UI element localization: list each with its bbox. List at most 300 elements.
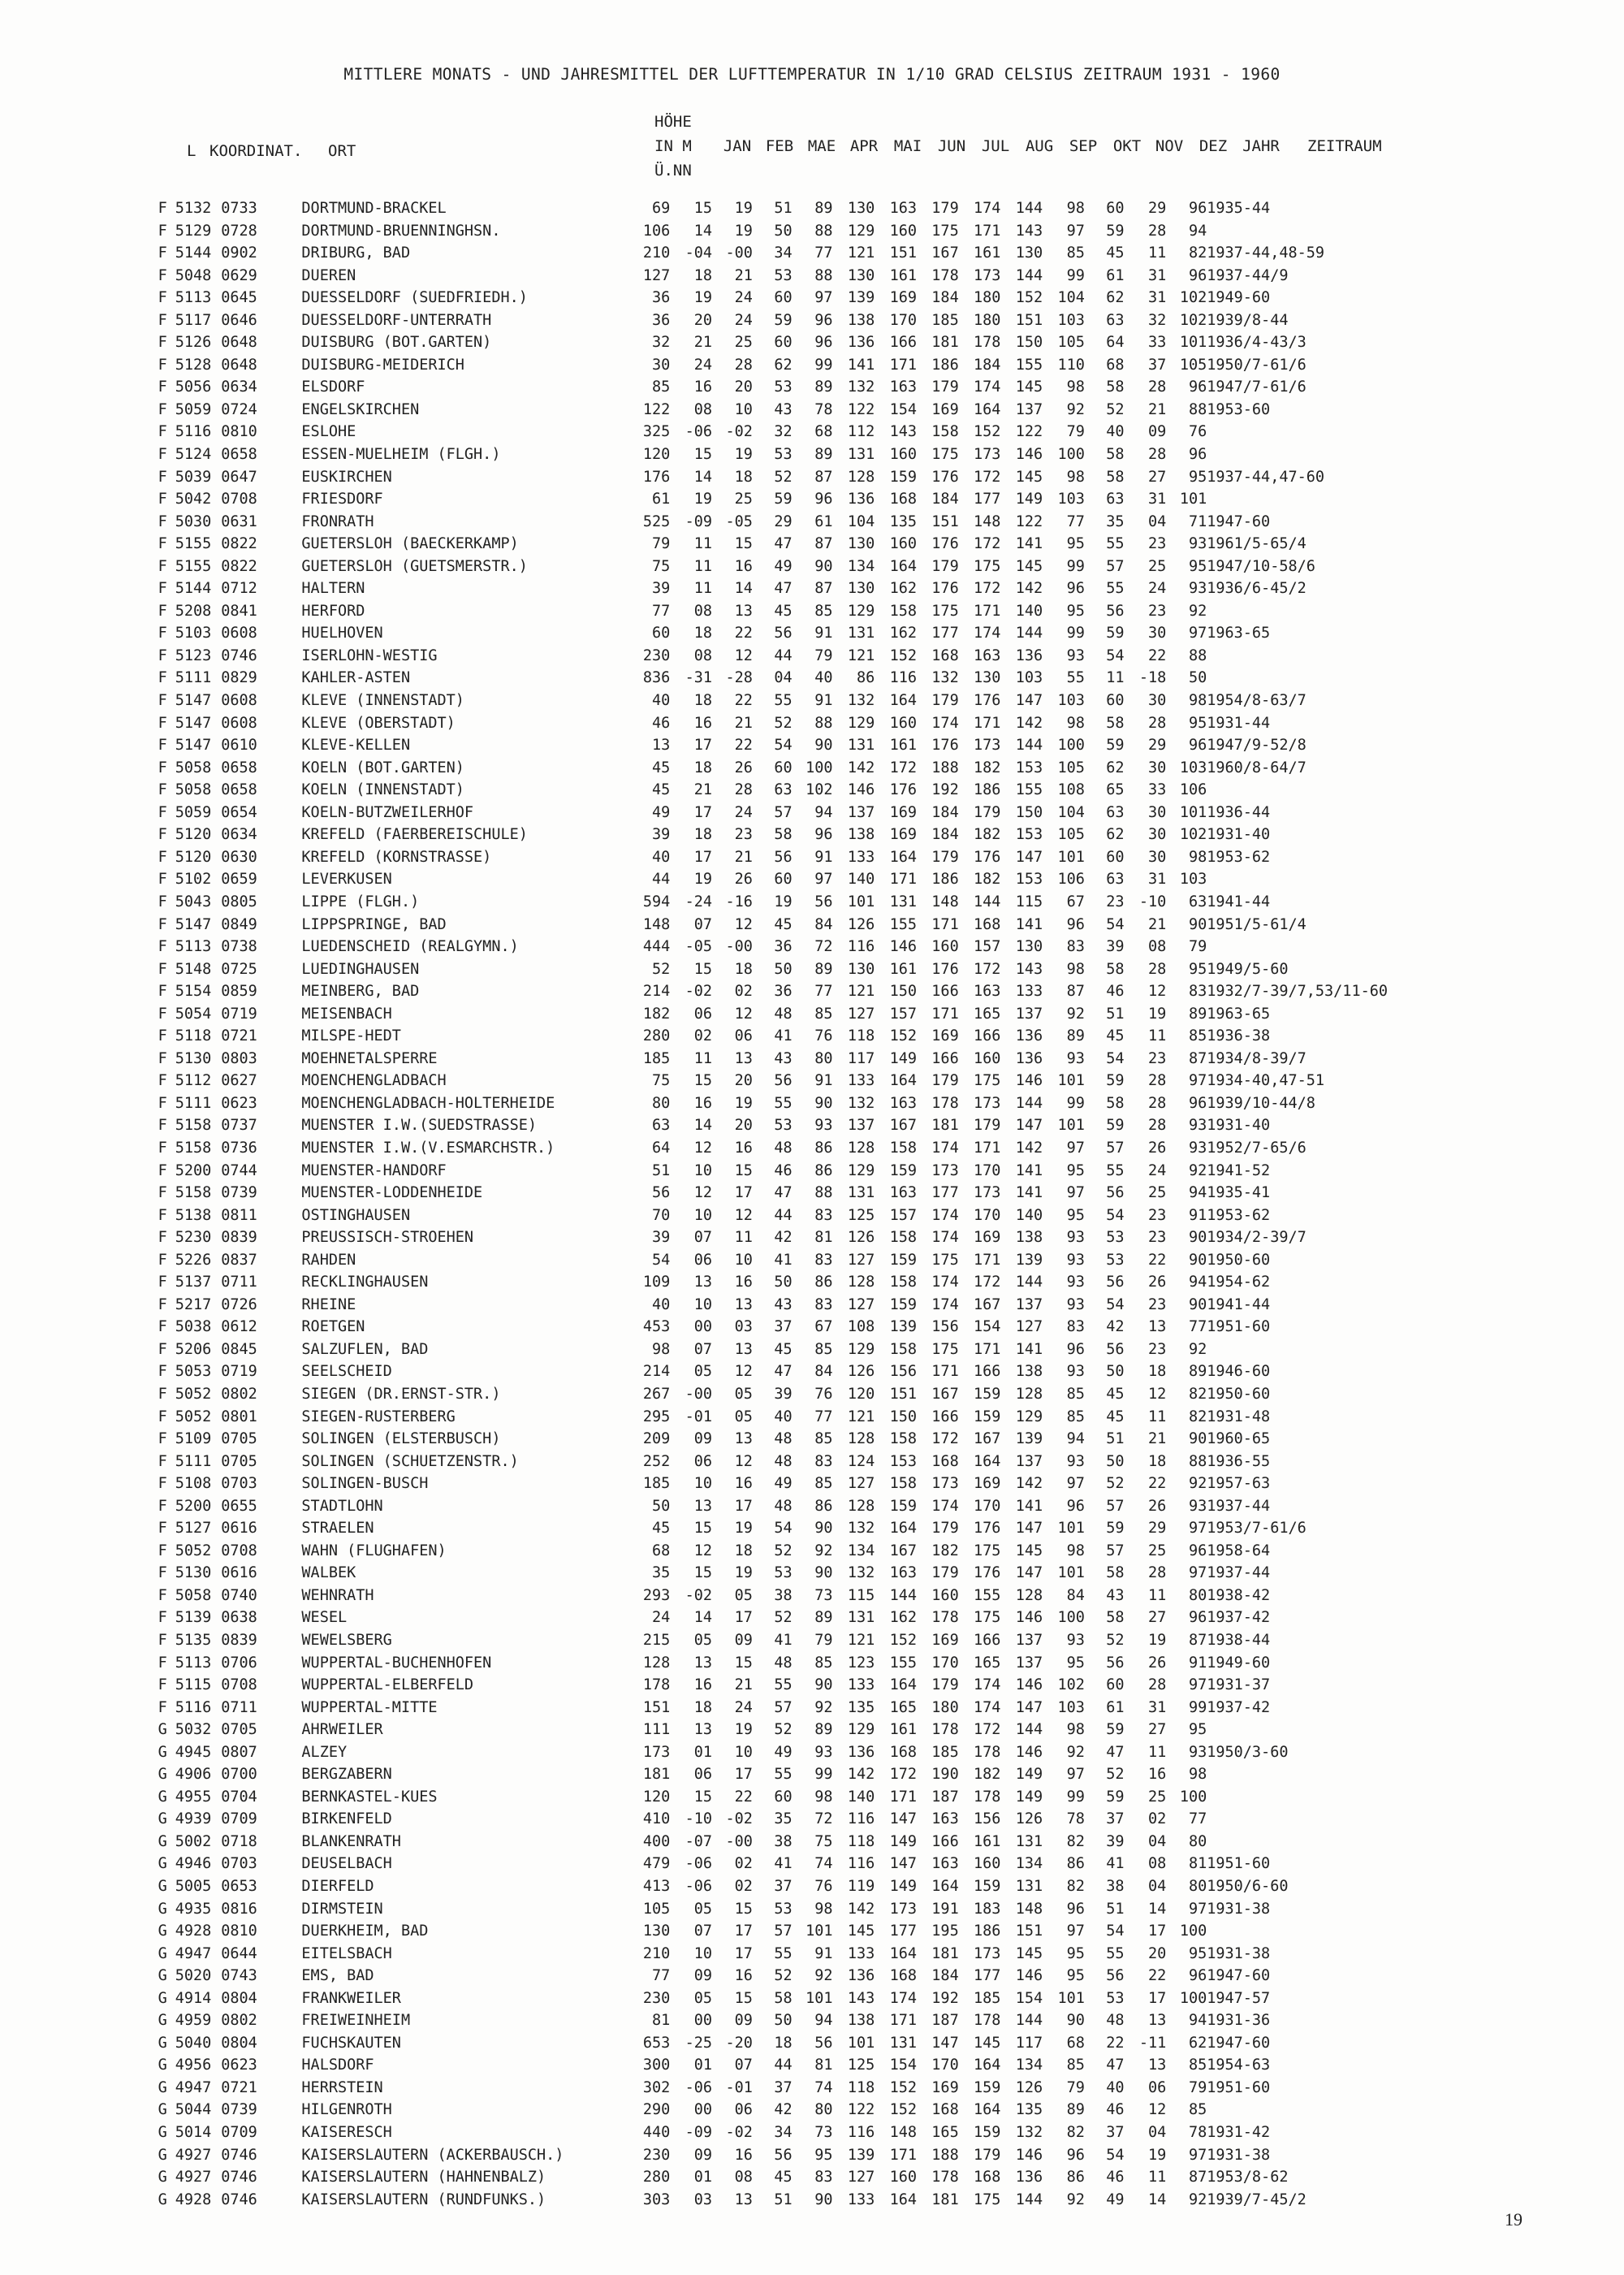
cell-jul: 184 <box>931 1967 959 1985</box>
cell-mai: 128 <box>847 468 875 486</box>
cell-koord-n: 5130 <box>175 1564 212 1582</box>
cell-l: F <box>158 692 167 710</box>
cell-koord-e: 0728 <box>221 222 257 240</box>
cell-ort: RAHDEN <box>301 1251 356 1269</box>
table-row <box>0 1428 1624 1451</box>
cell-jahr: 95 <box>1188 468 1207 486</box>
cell-zeitraum: 1934-40,47-51 <box>1207 1072 1325 1090</box>
table-row <box>0 1943 1624 1966</box>
cell-jahr: 85 <box>1188 2101 1207 2119</box>
cell-mae: 41 <box>774 1855 793 1873</box>
cell-feb: 16 <box>734 1139 753 1157</box>
cell-koord-e: 0653 <box>221 1878 257 1896</box>
cell-sep: 136 <box>1015 1049 1043 1067</box>
cell-sep: 103 <box>1015 669 1043 687</box>
cell-zeitraum <box>1207 2099 1624 2121</box>
cell-jan: 19 <box>693 491 712 508</box>
cell-mai: 118 <box>847 2078 875 2096</box>
cell-koord-e: 0623 <box>221 2057 257 2074</box>
cell-feb: 17 <box>734 1923 753 1940</box>
cell-dez: 19 <box>1148 1632 1167 1649</box>
cell-jun: 159 <box>889 1497 917 1515</box>
cell-zeitraum: 1946-60 <box>1207 1363 1271 1381</box>
cell-jun: 166 <box>889 334 917 352</box>
cell-okt: 95 <box>1066 535 1085 553</box>
cell-ort: HERRSTEIN <box>301 2078 383 2096</box>
cell-nov: 56 <box>1106 1274 1125 1291</box>
cell-koord-e: 0658 <box>221 781 257 799</box>
cell-jun: 172 <box>889 1766 917 1784</box>
cell-koord-e: 0746 <box>221 647 257 664</box>
cell-zeitraum: 1951-60 <box>1207 1318 1271 1336</box>
cell-feb: -20 <box>725 2034 753 2052</box>
cell-hoehe: 40 <box>651 692 671 710</box>
cell-koord-n: 5137 <box>175 1274 212 1291</box>
cell-feb: -02 <box>725 2124 753 2142</box>
cell-jahr: 105 <box>1179 356 1207 374</box>
cell-aug: 179 <box>974 803 1001 821</box>
cell-dez: 11 <box>1148 1743 1167 1761</box>
table-row <box>0 1763 1624 1786</box>
cell-jan: 01 <box>693 2169 712 2186</box>
cell-nov: 63 <box>1106 803 1125 821</box>
cell-mai: 86 <box>857 669 875 687</box>
cell-jun: 148 <box>889 2124 917 2142</box>
cell-aug: 175 <box>974 1609 1001 1627</box>
cell-sep: 147 <box>1015 1564 1043 1582</box>
cell-jul: 184 <box>931 803 959 821</box>
cell-jul: 174 <box>931 1274 959 1291</box>
cell-koord-e: 0822 <box>221 557 257 575</box>
cell-jun: 159 <box>889 1161 917 1179</box>
cell-jan: 11 <box>693 557 712 575</box>
cell-dez: 28 <box>1148 1072 1167 1090</box>
cell-koord-n: 4914 <box>175 1989 212 2007</box>
cell-dez: 22 <box>1148 1475 1167 1493</box>
cell-l: F <box>158 759 167 776</box>
cell-dez: 04 <box>1148 2124 1167 2142</box>
cell-mae: 36 <box>774 938 793 956</box>
cell-sep: 133 <box>1015 983 1043 1001</box>
cell-sep: 128 <box>1015 1586 1043 1604</box>
cell-ort: KAISERESCH <box>301 2124 392 2142</box>
cell-koord-n: 5116 <box>175 423 212 441</box>
cell-ort: RECKLINGHAUSEN <box>301 1274 429 1291</box>
cell-okt: 95 <box>1066 1161 1085 1179</box>
cell-mai: 101 <box>847 893 875 910</box>
cell-dez: 21 <box>1148 400 1167 418</box>
cell-ort: MOENCHENGLADBACH <box>301 1072 447 1090</box>
cell-jahr: 92 <box>1188 1340 1207 1358</box>
cell-okt: 93 <box>1066 1049 1085 1067</box>
cell-sep: 153 <box>1015 826 1043 844</box>
cell-jahr: 91 <box>1188 1206 1207 1224</box>
cell-feb: 24 <box>734 289 753 307</box>
cell-sep: 141 <box>1015 915 1043 933</box>
cell-apr: 92 <box>814 1967 833 1985</box>
cell-l: F <box>158 647 167 664</box>
cell-mai: 136 <box>847 1967 875 1985</box>
cell-sep: 150 <box>1015 803 1043 821</box>
cell-koord-n: 5217 <box>175 1295 212 1313</box>
cell-mae: 04 <box>774 669 793 687</box>
cell-aug: 159 <box>974 1878 1001 1896</box>
cell-aug: 173 <box>974 1944 1001 1962</box>
cell-zeitraum: 1950/6-60 <box>1207 1878 1289 1896</box>
cell-jun: 155 <box>889 1654 917 1672</box>
cell-ort: ESSEN-MUELHEIM (FLGH.) <box>301 446 501 464</box>
cell-mae: 51 <box>774 2191 793 2208</box>
cell-dez: 09 <box>1148 423 1167 441</box>
cell-zeitraum: 1947-60 <box>1207 2034 1271 2052</box>
cell-okt: 99 <box>1066 1094 1085 1112</box>
cell-jahr: 95 <box>1188 1944 1207 1962</box>
cell-apr: 83 <box>814 2169 833 2186</box>
cell-zeitraum <box>1207 667 1624 690</box>
cell-nov: 11 <box>1106 669 1125 687</box>
cell-mae: 60 <box>774 1788 793 1806</box>
cell-koord-e: 0739 <box>221 1184 257 1202</box>
cell-hoehe: 13 <box>651 737 671 755</box>
cell-jan: 17 <box>693 737 712 755</box>
cell-zeitraum: 1957-63 <box>1207 1475 1271 1493</box>
cell-okt: 82 <box>1066 2124 1085 2142</box>
cell-ort: DUEREN <box>301 266 356 284</box>
cell-mai: 122 <box>847 2101 875 2119</box>
cell-dez: 11 <box>1148 2169 1167 2186</box>
cell-nov: 62 <box>1106 826 1125 844</box>
cell-apr: 90 <box>814 1564 833 1582</box>
cell-aug: 163 <box>974 983 1001 1001</box>
cell-feb: 13 <box>734 2191 753 2208</box>
cell-okt: 98 <box>1066 200 1085 217</box>
table-row <box>0 1697 1624 1719</box>
cell-okt: 83 <box>1066 938 1085 956</box>
cell-jul: 175 <box>931 222 959 240</box>
cell-l: G <box>158 2078 167 2096</box>
cell-mai: 121 <box>847 647 875 664</box>
cell-okt: 101 <box>1057 1520 1085 1538</box>
cell-jun: 152 <box>889 2078 917 2096</box>
cell-jahr: 92 <box>1188 2191 1207 2208</box>
header-month-dez: DEZ <box>1199 137 1228 155</box>
cell-jun: 164 <box>889 2191 917 2208</box>
cell-dez: 30 <box>1148 759 1167 776</box>
cell-nov: 58 <box>1106 446 1125 464</box>
cell-okt: 95 <box>1066 1654 1085 1672</box>
cell-aug: 172 <box>974 535 1001 553</box>
cell-koord-e: 0709 <box>221 1810 257 1828</box>
cell-koord-n: 5116 <box>175 1698 212 1716</box>
cell-feb: 12 <box>734 915 753 933</box>
cell-hoehe: 60 <box>651 625 671 642</box>
cell-sep: 131 <box>1015 1878 1043 1896</box>
cell-koord-n: 5206 <box>175 1340 212 1358</box>
cell-mai: 128 <box>847 1497 875 1515</box>
cell-okt: 103 <box>1057 692 1085 710</box>
cell-okt: 82 <box>1066 1878 1085 1896</box>
cell-feb: 15 <box>734 1161 753 1179</box>
cell-okt: 98 <box>1066 378 1085 396</box>
cell-nov: 56 <box>1106 1184 1125 1202</box>
cell-zeitraum <box>1207 1763 1624 1786</box>
cell-feb: -02 <box>725 1810 753 1828</box>
cell-hoehe: 453 <box>642 1318 671 1336</box>
cell-aug: 172 <box>974 468 1001 486</box>
cell-l: F <box>158 737 167 755</box>
cell-sep: 149 <box>1015 1788 1043 1806</box>
cell-jahr: 89 <box>1188 1005 1207 1023</box>
cell-okt: 93 <box>1066 1295 1085 1313</box>
cell-apr: 83 <box>814 1452 833 1470</box>
cell-hoehe: 61 <box>651 491 671 508</box>
cell-sep: 138 <box>1015 1229 1043 1247</box>
cell-jul: 190 <box>931 1766 959 1784</box>
cell-apr: 89 <box>814 446 833 464</box>
cell-jahr: 89 <box>1188 1363 1207 1381</box>
cell-sep: 155 <box>1015 781 1043 799</box>
cell-jun: 162 <box>889 625 917 642</box>
cell-nov: 51 <box>1106 1900 1125 1918</box>
cell-nov: 39 <box>1106 938 1125 956</box>
cell-jul: 156 <box>931 1318 959 1336</box>
cell-sep: 147 <box>1015 1520 1043 1538</box>
cell-zeitraum: 1952/7-65/6 <box>1207 1139 1307 1157</box>
cell-sep: 137 <box>1015 1452 1043 1470</box>
cell-feb: 22 <box>734 737 753 755</box>
cell-jul: 168 <box>931 1452 959 1470</box>
cell-jahr: 97 <box>1188 1900 1207 1918</box>
cell-jun: 158 <box>889 1139 917 1157</box>
cell-okt: 68 <box>1066 2034 1085 2052</box>
cell-aug: 185 <box>974 1989 1001 2007</box>
cell-l: F <box>158 446 167 464</box>
cell-okt: 85 <box>1066 1408 1085 1425</box>
cell-mae: 52 <box>774 468 793 486</box>
cell-nov: 22 <box>1106 2034 1125 2052</box>
cell-koord-e: 0718 <box>221 1832 257 1850</box>
cell-jan: 10 <box>693 1206 712 1224</box>
cell-l: G <box>158 1989 167 2007</box>
cell-ort: DORTMUND-BRACKEL <box>301 200 447 217</box>
cell-hoehe: 230 <box>642 647 671 664</box>
table-row <box>0 802 1624 824</box>
cell-koord-n: 4906 <box>175 1766 212 1784</box>
cell-mai: 138 <box>847 311 875 329</box>
cell-zeitraum: 1953/8-62 <box>1207 2169 1289 2186</box>
cell-koord-e: 0839 <box>221 1229 257 1247</box>
cell-apr: 79 <box>814 647 833 664</box>
cell-dez: 14 <box>1148 2191 1167 2208</box>
cell-jan: 15 <box>693 1564 712 1582</box>
cell-ort: HALTERN <box>301 580 365 598</box>
cell-jul: 173 <box>931 1161 959 1179</box>
cell-apr: 84 <box>814 915 833 933</box>
cell-l: F <box>158 960 167 978</box>
cell-jul: 169 <box>931 400 959 418</box>
cell-jun: 131 <box>889 893 917 910</box>
cell-jul: 148 <box>931 893 959 910</box>
cell-jan: 10 <box>693 1944 712 1962</box>
cell-koord-e: 0737 <box>221 1117 257 1135</box>
cell-aug: 171 <box>974 1251 1001 1269</box>
cell-nov: 45 <box>1106 244 1125 262</box>
cell-aug: 173 <box>974 1184 1001 1202</box>
cell-apr: 92 <box>814 1542 833 1559</box>
cell-nov: 59 <box>1106 1721 1125 1739</box>
cell-ort: WEWELSBERG <box>301 1632 392 1649</box>
cell-mai: 138 <box>847 2012 875 2030</box>
cell-ort: FRONRATH <box>301 513 374 530</box>
cell-nov: 62 <box>1106 759 1125 776</box>
table-row <box>0 376 1624 399</box>
header-hoehe-line2: IN M <box>654 137 692 155</box>
cell-mae: 53 <box>774 378 793 396</box>
cell-l: F <box>158 1698 167 1716</box>
cell-zeitraum: 1939/8-44 <box>1207 311 1289 329</box>
cell-nov: 54 <box>1106 1923 1125 1940</box>
cell-jul: 188 <box>931 2146 959 2164</box>
cell-jul: 166 <box>931 1408 959 1425</box>
cell-dez: 08 <box>1148 1855 1167 1873</box>
cell-jahr: 103 <box>1179 759 1207 776</box>
cell-jahr: 98 <box>1188 692 1207 710</box>
cell-ort: LIPPE (FLGH.) <box>301 893 420 910</box>
cell-nov: 48 <box>1106 2012 1125 2030</box>
cell-l: F <box>158 1206 167 1224</box>
cell-ort: KOELN-BUTZWEILERHOF <box>301 803 474 821</box>
cell-jun: 171 <box>889 1788 917 1806</box>
cell-jun: 163 <box>889 1184 917 1202</box>
cell-dez: -10 <box>1138 893 1167 910</box>
cell-koord-n: 5111 <box>175 1094 212 1112</box>
cell-feb: 15 <box>734 1654 753 1672</box>
cell-jan: 11 <box>693 535 712 553</box>
cell-aug: 175 <box>974 2191 1001 2208</box>
cell-mae: 41 <box>774 1027 793 1045</box>
cell-jul: 173 <box>931 1475 959 1493</box>
cell-ort: BIRKENFELD <box>301 1810 392 1828</box>
cell-jan: 14 <box>693 468 712 486</box>
cell-mae: 35 <box>774 1810 793 1828</box>
cell-ort: MOEHNETALSPERRE <box>301 1049 438 1067</box>
cell-jan: 14 <box>693 222 712 240</box>
cell-jul: 169 <box>931 1027 959 1045</box>
cell-koord-e: 0816 <box>221 1900 257 1918</box>
cell-mae: 44 <box>774 2057 793 2074</box>
cell-l: F <box>158 1408 167 1425</box>
cell-koord-e: 0705 <box>221 1430 257 1448</box>
cell-koord-e: 0616 <box>221 1520 257 1538</box>
cell-okt: 99 <box>1066 625 1085 642</box>
cell-hoehe: 267 <box>642 1385 671 1403</box>
cell-koord-n: 5030 <box>175 513 212 530</box>
cell-ort: GUETERSLOH (GUETSMERSTR.) <box>301 557 528 575</box>
table-row <box>0 1786 1624 1809</box>
cell-nov: 46 <box>1106 2101 1125 2119</box>
cell-nov: 37 <box>1106 1810 1125 1828</box>
cell-dez: 28 <box>1148 1117 1167 1135</box>
cell-aug: 157 <box>974 938 1001 956</box>
cell-jahr: 101 <box>1179 803 1207 821</box>
cell-mai: 133 <box>847 1676 875 1694</box>
cell-jun: 158 <box>889 1274 917 1291</box>
cell-nov: 52 <box>1106 1475 1125 1493</box>
cell-ort: OSTINGHAUSEN <box>301 1206 411 1224</box>
cell-dez: 23 <box>1148 1295 1167 1313</box>
cell-jan: 15 <box>693 446 712 464</box>
cell-dez: 31 <box>1148 871 1167 889</box>
cell-mai: 116 <box>847 2124 875 2142</box>
cell-ort: LUEDENSCHEID (REALGYMN.) <box>301 938 519 956</box>
cell-sep: 155 <box>1015 356 1043 374</box>
cell-aug: 175 <box>974 1072 1001 1090</box>
cell-jahr: 92 <box>1188 602 1207 620</box>
header-month-mai: MAI <box>893 137 922 155</box>
cell-feb: 13 <box>734 1430 753 1448</box>
table-row <box>0 914 1624 936</box>
cell-mai: 133 <box>847 848 875 866</box>
cell-ort: LUEDINGHAUSEN <box>301 960 420 978</box>
cell-mai: 143 <box>847 1989 875 2007</box>
cell-hoehe: 77 <box>651 1967 671 1985</box>
cell-dez: 26 <box>1148 1139 1167 1157</box>
cell-l: F <box>158 1161 167 1179</box>
cell-dez: 23 <box>1148 1229 1167 1247</box>
cell-zeitraum: 1954-63 <box>1207 2057 1271 2074</box>
cell-koord-n: 5048 <box>175 266 212 284</box>
cell-koord-e: 0627 <box>221 1072 257 1090</box>
cell-jahr: 93 <box>1188 580 1207 598</box>
cell-feb: 14 <box>734 580 753 598</box>
cell-koord-n: 5059 <box>175 803 212 821</box>
cell-jul: 184 <box>931 491 959 508</box>
cell-ort: KREFELD (KORNSTRASSE) <box>301 848 492 866</box>
cell-mai: 132 <box>847 1094 875 1112</box>
cell-sep: 144 <box>1015 1094 1043 1112</box>
cell-zeitraum <box>1207 421 1624 443</box>
cell-okt: 86 <box>1066 1855 1085 1873</box>
cell-hoehe: 85 <box>651 378 671 396</box>
cell-okt: 98 <box>1066 1721 1085 1739</box>
cell-jahr: 92 <box>1188 1475 1207 1493</box>
cell-feb: -00 <box>725 938 753 956</box>
cell-jul: 195 <box>931 1923 959 1940</box>
cell-sep: 154 <box>1015 1989 1043 2007</box>
cell-feb: 17 <box>734 1184 753 1202</box>
cell-apr: 81 <box>814 2057 833 2074</box>
cell-jul: 186 <box>931 871 959 889</box>
table-row <box>0 1294 1624 1317</box>
cell-okt: 96 <box>1066 1497 1085 1515</box>
cell-apr: 90 <box>814 2191 833 2208</box>
cell-aug: 172 <box>974 1274 1001 1291</box>
cell-hoehe: 151 <box>642 1698 671 1716</box>
cell-koord-n: 5144 <box>175 244 212 262</box>
cell-koord-n: 5103 <box>175 625 212 642</box>
cell-jun: 149 <box>889 1049 917 1067</box>
cell-l: F <box>158 244 167 262</box>
cell-zeitraum: 1931-37 <box>1207 1676 1271 1694</box>
cell-hoehe: 185 <box>642 1049 671 1067</box>
cell-mae: 43 <box>774 1295 793 1313</box>
cell-mae: 48 <box>774 1452 793 1470</box>
cell-koord-n: 5102 <box>175 871 212 889</box>
cell-koord-n: 5147 <box>175 737 212 755</box>
cell-jul: 166 <box>931 1832 959 1850</box>
cell-mai: 134 <box>847 557 875 575</box>
cell-okt: 100 <box>1057 446 1085 464</box>
